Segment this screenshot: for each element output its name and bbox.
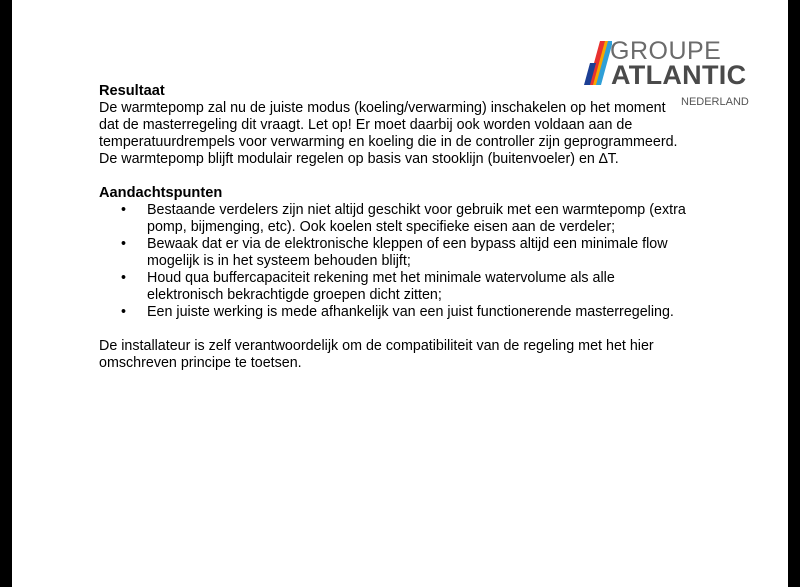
list-item bbox=[99, 236, 719, 270]
list-item-line: Bestaande verdelers zijn niet altijd geschikt voor gebruik met een warmtepomp (extra bbox=[147, 202, 686, 218]
bullet-icon: • bbox=[121, 236, 127, 252]
logo-nederland-text: NEDERLAND bbox=[681, 96, 749, 108]
document-page bbox=[12, 0, 788, 587]
resultaat-line: dat de masterregeling dit vraagt. Let op! Er moet daarbij ook worden voldaan aan de bbox=[99, 117, 633, 133]
list-item-line: mogelijk is in het systeem behouden blijft; bbox=[147, 253, 411, 269]
list-item bbox=[99, 270, 719, 304]
bullet-icon: • bbox=[121, 304, 127, 320]
document-body bbox=[99, 83, 719, 372]
list-item-line: pomp, bijmenging, etc). Ook koelen stelt specifieke eisen aan de verdeler; bbox=[147, 219, 616, 235]
list-item bbox=[99, 202, 719, 236]
logo-groupe-text: GROUPE bbox=[610, 37, 722, 65]
closing-line: omschreven principe te toetsen. bbox=[99, 355, 302, 371]
list-item-line: Bewaak dat er via de elektronische kleppen of een bypass altijd een minimale flow bbox=[147, 236, 668, 252]
list-item-line: Een juiste werking is mede afhankelijk van een juist functionerende masterregeling. bbox=[147, 304, 674, 320]
logo-stripes-icon bbox=[584, 41, 612, 85]
bullet-icon: • bbox=[121, 270, 127, 286]
closing-paragraph bbox=[99, 338, 719, 372]
aandachtspunten-list bbox=[99, 202, 719, 321]
resultaat-line: De warmtepomp blijft modulair regelen op basis van stooklijn (buitenvoeler) en ∆T. bbox=[99, 151, 619, 167]
bullet-icon: • bbox=[121, 202, 127, 218]
list-item-line: Houd qua buffercapaciteit rekening met het minimale watervolume als alle bbox=[147, 270, 615, 286]
logo-atlantic-text: ATLANTIC bbox=[611, 60, 747, 90]
list-item bbox=[99, 304, 719, 321]
resultaat-line: De warmtepomp zal nu de juiste modus (koeling/verwarming) inschakelen op het moment bbox=[99, 100, 666, 116]
aandachtspunten-heading: Aandachtspunten bbox=[99, 185, 223, 201]
resultaat-line: temperatuurdrempels voor verwarming en koeling die in de controller zijn geprogrammeerd. bbox=[99, 134, 678, 150]
list-item-line: elektronisch bekrachtigde groepen dicht zitten; bbox=[147, 287, 442, 303]
closing-line: De installateur is zelf verantwoordelijk om de compatibiliteit van de regeling met het hier bbox=[99, 338, 654, 354]
resultaat-paragraph bbox=[99, 100, 719, 168]
resultaat-heading: Resultaat bbox=[99, 83, 165, 99]
